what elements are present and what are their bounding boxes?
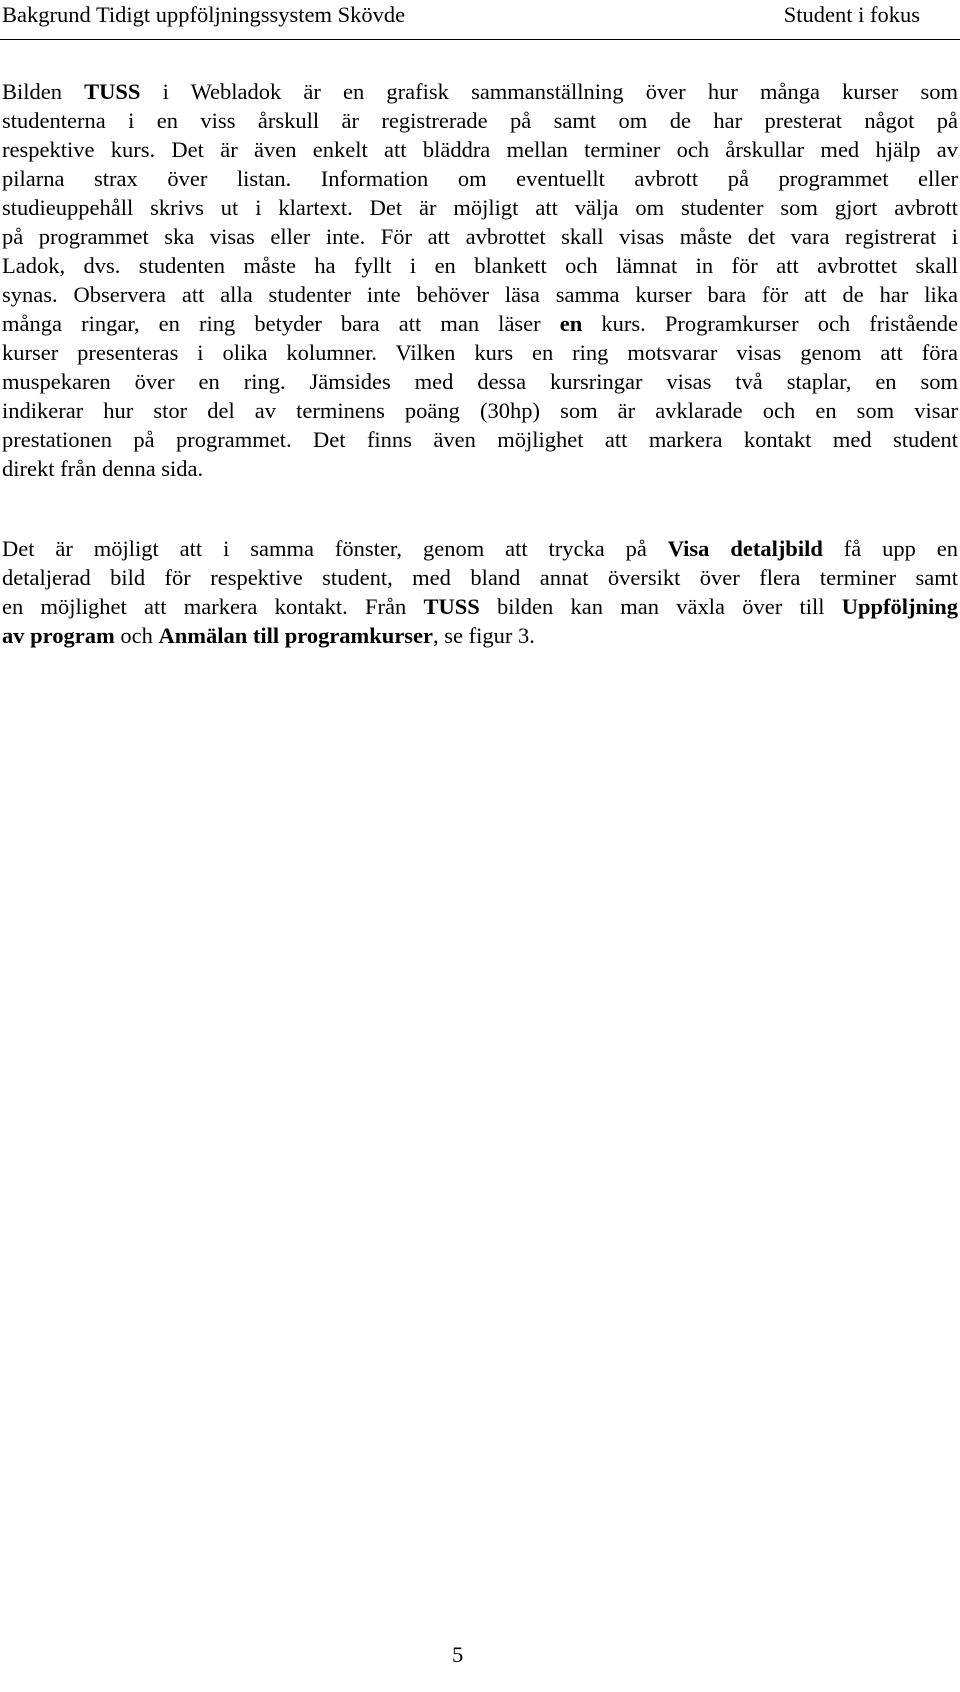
text-line: prestationen på programmet. Det finns även möjlighet att markera kontakt med student <box>2 427 958 452</box>
text-line: direkt från denna sida. <box>2 456 204 481</box>
page-header <box>0 0 960 40</box>
text-line: muspekaren över en ring. Jämsides med dessa kursringar visas två staplar, en som <box>2 369 958 394</box>
page-number: 5 <box>452 1642 464 1667</box>
term-visa-detaljbild: Visa detaljbild <box>667 536 823 561</box>
header-section: Student i fokus <box>783 2 920 27</box>
text-line: på programmet ska visas eller inte. För att avbrottet skall visas måste det vara registrerat i <box>2 224 958 249</box>
text-line: indikerar hur stor del av terminens poäng (30hp) som är avklarade och en som visar <box>2 398 958 423</box>
term-uppfoljning: Uppföljning <box>841 594 958 619</box>
text-line: synas. Observera att alla studenter inte behöver läsa samma kurser bara för att de har lika <box>2 282 958 307</box>
paragraph-tuss-description <box>2 77 958 483</box>
text-line: detaljerad bild för respektive student, med bland annat översikt över flera terminer samt <box>2 565 958 590</box>
term-tuss: TUSS <box>423 594 480 619</box>
term-av-program: av program <box>2 623 115 648</box>
term-tuss: TUSS <box>84 79 141 104</box>
text-line: en möjlighet att markera kontakt. Från TUSS bilden kan man växla över till Uppföljning <box>2 594 958 619</box>
text-line: många ringar, en ring betyder bara att man läser en kurs. Programkurser och fristående <box>2 311 958 336</box>
text-line: av program och Anmälan till programkurser, se figur 3. <box>2 623 535 648</box>
text-line: Det är möjligt att i samma fönster, genom att trycka på Visa detaljbild få upp en <box>2 536 959 561</box>
term-en: en <box>559 311 583 336</box>
text-line: pilarna strax över listan. Information om eventuellt avbrott på programmet eller <box>2 166 958 191</box>
text-line: Bilden TUSS i Webladok är en grafisk sammanställning över hur många kurser som <box>2 79 958 104</box>
header-title: Bakgrund Tidigt uppföljningssystem Skövde <box>2 2 406 27</box>
paragraph-detail-view <box>2 534 958 650</box>
text-line: studenterna i en viss årskull är registrerade på samt om de har presterat något på <box>2 108 958 133</box>
text-line: studieuppehåll skrivs ut i klartext. Det är möjligt att välja om studenter som gjort avbrott <box>2 195 958 220</box>
term-anmalan-till-programkurser: Anmälan till programkurser <box>158 623 434 648</box>
text-line: respektive kurs. Det är även enkelt att bläddra mellan terminer och årskullar med hjälp av <box>2 137 958 162</box>
text-line: kurser presenteras i olika kolumner. Vilken kurs en ring motsvarar visas genom att föra <box>2 340 958 365</box>
text-line: Ladok, dvs. studenten måste ha fyllt i en blankett och lämnat in för att avbrottet skall <box>2 253 958 278</box>
